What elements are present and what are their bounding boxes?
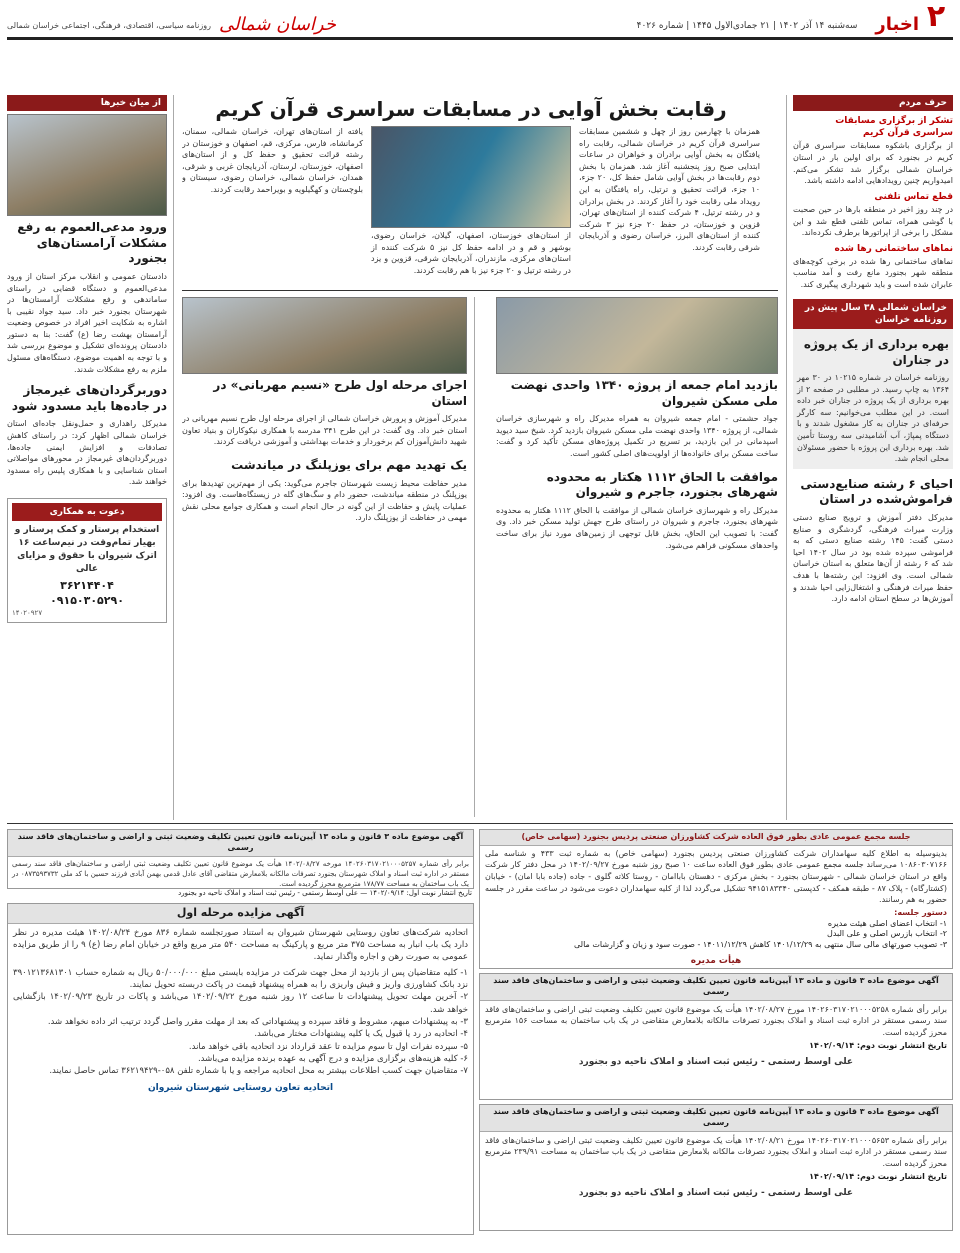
- archive-label: خراسان شمالی ۳۸ سال پیش در روزنامه خراسان: [793, 299, 953, 329]
- archive-box: [793, 329, 953, 469]
- notice-4: [479, 973, 953, 1100]
- notice-item: ۵- سپرده نفرات اول تا سوم مزایده تا عقد قرارداد نزد اتحادیه باقی خواهد ماند.: [188, 1041, 468, 1052]
- left-column: [7, 95, 167, 820]
- dateline: سه‌شنبه ۱۴ آذر ۱۴۰۲ | ۲۱ جمادی‌الاول ۱۴۴۵ | شماره ۴۰۲۶: [636, 20, 858, 31]
- notice-text: برابر رأی شماره ۱۴۰۲۶۰۳۱۷۰۲۱۰۰۰۵۶۵۳ مورخ ۱۴۰۲/۰۸/۲۱ هیأت یک موضوع قانون تعیین تکلیف وضعیت ثبتی اراضی و ساختمان‌های فاقد سند رسمی مستقر در اداره ثبت اسناد و املاک بجنورد تصرفات مالکانه بلامعارض متقاضی در یک باب ساختمان به مساحت ۲۳۹/۹۱ مترمربع محرز گردیده است.: [485, 1135, 948, 1168]
- notices-divider: [7, 823, 953, 824]
- right-column: [793, 95, 953, 820]
- hiring-ad: [7, 498, 167, 623]
- notice-title: جلسه مجمع عمومی عادی بطور فوق العاده شرکت کشاورزان صنعتی پردیس بجنورد (سهامی خاص): [480, 830, 952, 846]
- notice-title: آگهی موضوع ماده ۳ قانون و ماده ۱۳ آیین‌نامه قانون تعیین تکلیف وضعیت ثبتی و اراضی و ساختمان‌های فاقد سند رسمی: [480, 974, 952, 1001]
- story-a-column: [496, 297, 778, 817]
- notice-3: [7, 903, 474, 1235]
- archive-title: بهره برداری از یک پروژه در جناران: [803, 336, 949, 367]
- tagline: روزنامه سیاسی، اقتصادی، فرهنگی، اجتماعی خراسان شمالی: [7, 21, 211, 31]
- story-c-text: مدیرکل راه و شهرسازی خراسان شمالی از موافقت با الحاق ۱۱۱۲ هکتار به محدوده شهرهای بجنورد، جاجرم و شیروان در راستای طرح جهش تولید مسکن خبر داد. وی گفت: با تصویب این الحاق، بخش قابل توجهی از زمین‌های مورد نیاز برای ساخت واحدهای مسکونی فراهم می‌شود.: [496, 505, 778, 550]
- story-b-column: [182, 297, 467, 817]
- item-text: نماهای ساختمانی رها شده در برخی کوچه‌های منطقه شهر بجنورد مانع رفت و آمد مناسب عابران شده است و باید شهرداری پیگیری کند.: [793, 256, 953, 290]
- lead-caption: از استان‌های خوزستان، اصفهان، گیلان، خراسان رضوی، بوشهر و قم و در ادامه حفظ کل نیز ۵ شرکت کننده از استان‌های مرکزی، مازندران، آذربایجان شرقی، قزوین و یزد در رشته ترتیل و ۲۰ جزء نیز با هم رقابت کردند.: [371, 231, 571, 275]
- item-title: تشکر از برگزاری مسابقات سراسری قرآن کریم: [835, 116, 953, 139]
- ad-phone: ۰۹۱۵۰۳۰۵۲۹۰: [50, 594, 124, 608]
- ad-title: دعوت به همکاری: [12, 503, 162, 521]
- item-title: قطع تماس تلفنی: [874, 191, 953, 202]
- notice-text: برابر رأی شماره ۱۴۰۲۶۰۳۱۷۰۲۱۰۰۰۵۲۵۷ مورخه ۱۴۰۲/۰۸/۲۷ هیأت یک موضوع قانون تعیین تکلیف وضعیت ثبتی اراضی و ساختمان‌های فاقد سند رسمی مستقر در اداره ثبت اسناد و املاک شهرستان بجنورد تصرفات مالکانه بلامعارض متقاضی آقای عادل قدمی بهمن آبادی فرزند حسین با کد ملی ۰۸۷۳۵۹۳۷۳۲ در یک باب ساختمان به مساحت ۱۷۸/۷۷ مترمربع محرز گردیده است.: [12, 859, 469, 888]
- notice-2: [479, 829, 953, 969]
- column-divider: [786, 95, 787, 820]
- notice-item: ۶- کلیه هزینه‌های برگزاری مزایده و درج آگهی به عهده برنده مزایده می‌باشد.: [197, 1053, 468, 1064]
- notice-text: برابر رأی شماره ۱۴۰۲۶۰۳۱۷۰۲۱۰۰۰۵۲۵۸ مورخ ۱۴۰۲/۰۸/۲۷ هیأت یک موضوع قانون تعیین تکلیف وضعیت ثبتی اراضی و ساختمان‌های فاقد سند رسمی مستقر در اداره ثبت اسناد و املاک بجنورد تصرفات مالکانه بلامعارض متقاضی در یک باب ساختمان به مساحت ۱۵۶ مترمربع محرز گردیده است.: [485, 1004, 948, 1037]
- item-title: نما‌های ساختمانی رها شده: [834, 243, 953, 254]
- notice-item: ۳- به پیشنهادات مبهم، مشروط و فاقد سپرده و پیشنهاداتی که بعد از مهلت مقرر واصل گردد ترتیب اثر داده نخواهد شد.: [47, 1017, 468, 1028]
- story-title: ورود مدعی‌العموم به رفع مشکلات آرامستان‌های بجنورد: [17, 220, 167, 266]
- notice-date: تاریخ انتشار نوبت دوم: ۱۴۰۲/۰۹/۱۴: [809, 1172, 947, 1182]
- column-divider: [474, 297, 475, 817]
- notice-title: آگهی موضوع ماده ۳ قانون و ماده ۱۳ آیین‌نامه قانون تعیین تکلیف وضعیت ثبتی و اراضی و ساختمان‌های فاقد سند رسمی: [480, 1105, 952, 1132]
- lead-photo-block: [371, 126, 571, 276]
- notice-1: [7, 829, 474, 889]
- story-title: دوربرگردان‌های غیرمجاز در جاده‌ها باید مسدود شود: [11, 383, 167, 413]
- lead-text: [579, 126, 760, 276]
- notice-item: ۴- اتحادیه در رد یا قبول یک یا کلیه پیشنهادات مختار می‌باشد.: [254, 1029, 468, 1040]
- section-title: اخبار: [875, 13, 919, 35]
- notice-item: ۲- آخرین مهلت تحویل پیشنهادات تا ساعت ۱۲ روز شنبه مورخ ۱۴۰۲/۰۹/۲۲ می‌باشد و پاکات در تاریخ ۱۴۰۲/۰۹/۲۳ بازگشایی خواهد شد.: [13, 992, 469, 1015]
- notice-title: آگهی موضوع ماده ۳ قانون و ماده ۱۳ آیین‌نامه قانون تعیین تکلیف وضعیت ثبتی و اراضی و ساختمان‌های فاقد سند رسمی: [8, 830, 473, 857]
- story-b-photo: [182, 297, 467, 374]
- lead-story: [182, 93, 760, 288]
- notice-text: اتحادیه شرکت‌های تعاون روستایی شهرستان شیروان به استناد صورتجلسه شماره ۸۳۶ مورخ ۱۴۰۲/۰۸/۲۴ هیئت مدیره در نظر دارد یک باب انبار به مساحت ۳۷۵ متر مربع و پارکینگ به مساحت ۵۴۰ متر مربع واقع در خیابان امام رضا (ع) ۹ را از طریق مزایده عمومی به صورت رهن و اجاره واگذار نماید.: [13, 927, 468, 963]
- agenda-item: ۱- انتخاب اعضای اصلی هیئت مدیره: [827, 918, 947, 928]
- newspaper-logo: خراسان شمالی: [218, 13, 336, 35]
- notice-sign: هیأت مدیره: [690, 955, 742, 966]
- newspaper-page: [7, 0, 953, 1243]
- story-title: احیای ۶ رشته صنایع‌دستی فراموش‌شده در استان: [800, 476, 953, 507]
- item-text: در چند روز اخیر در منطقه بارها در حین صحبت با گوشی همراه، تماس تلفنی قطع شد و این مشکل را برخی از اپراتورها برطرف نکرده‌اند.: [793, 204, 953, 238]
- agenda-item: ۳- تصویب صورتهای مالی سال منتهی به ۱۴۰۱/۱۲/۲۹ کاهش ۱۴۰۱۱/۱۲/۲۹ - صورت سود و زیان و گزارشات مالی: [574, 940, 947, 950]
- agenda-title: دستور جلسه:: [894, 907, 947, 917]
- archive-text: روزنامه خراسان در شماره ۱۰۲۱۵ در ۳۰ مهر ۱۳۶۴ به چاپ رسید. در مطلبی در صفحه ۲ از بهره برداری از یک پروژه در جناران خبر داده است. در این مطلب می‌خوانیم: سه کارگر حرفه‌ای در جناران به کار مشغول شدند و با دستگاه پمپاژ، آب آشامیدنی سه روستا تأمین شد. بهره برداری این پروژه با حضور مسئولان محلی انجام شد.: [797, 373, 950, 464]
- ad-code: ۱۴۰۲۰۹۲۷: [12, 609, 43, 618]
- story-text: مدیرکل راهداری و حمل‌ونقل جاده‌ای استان خراسان شمالی اظهار کرد: در راستای کاهش تصادفات و افزایش ایمنی جاده‌ها، دوربرگردان‌های غیرمجاز در محورهای مواصلاتی استان شناسایی و با همکاری پلیس راه مسدود خواهند شد.: [7, 419, 167, 487]
- column-divider: [173, 95, 174, 820]
- notice-date: تاریخ انتشار نوبت دوم: ۱۴۰۲/۰۹/۱۴: [809, 1041, 947, 1051]
- notice-text: بدینوسیله به اطلاع کلیه سهامداران شرکت کشاورزان صنعتی پردیس بجنورد (سهامی خاص) به شماره ثبت ۴۳۳ و شناسه ملی ۱۰۸۶۰۳۰۷۱۶۶ می‌رساند جلسه مجمع عمومی عادی بطور فوق العاده ساعت ۱۰ صبح روز شنبه مورخ ۱۴۰۲/۰۹/۲۷ در محل دفتر کار شرکت واقع در استان خراسان شمالی - شهرستان بجنورد - بخش مرکزی - دهستان باباامان - روستا کلاته گلوی - جاده (جاده بابا امان) - خیابان (کشتارگاه) - پلاک ۸۷ - طبقه همکف - کدپستی ۹۴۱۵۱۸۳۳۴۰ تشکیل می‌گردد لذا از کلیه سهامداران دعوت می‌شود در ساعت مقرر در جلسه حضور به هم رسانند.: [485, 848, 948, 905]
- story-a-text: جواد حشمتی - امام جمعه شیروان به همراه مدیرکل راه و شهرسازی خراسان شمالی، از پروژه ۱۳۴۰ واحدی نهضت ملی مسکن شیروان بازدید کرد. شیخ سید دیوید اسپدمانی در این بازدید، بر تسریع در تکمیل پروژه‌های مسکن تأکید کرد و گفت: ساخت مسکن برای خانواده‌ها از اولویت‌های اصلی کشور است.: [496, 414, 778, 458]
- lead-body: [182, 126, 760, 276]
- notice-sign: علی اوسط رستمی - رئیس ثبت اسناد و املاک ناحیه دو بجنورد: [578, 1057, 854, 1068]
- story-b-text: مدیرکل آموزش و پرورش خراسان شمالی از اجرای مرحله اول طرح نسیم مهربانی در استان خبر داد. وی گفت: در این طرح ۳۴۱ مدرسه با همکاری نیکوکاران و بنیاد تعاون شهید دانش‌آموزان کم برخوردار و خدمات بهداشتی و آموزشی دریافت کردند.: [182, 414, 467, 447]
- story-a-photo: [496, 297, 778, 374]
- lead-photo: [371, 126, 571, 228]
- notice-1-footer: تاریخ انتشار نوبت اول: ۱۴۰۲/۰۹/۱۴ — علی اوسط رستمی - رئیس ثبت اسناد و املاک ناحیه دو بجنورد: [178, 889, 472, 897]
- story-text: مدیرکل دفتر آموزش و ترویج صنایع دستی وزارت میراث فرهنگی، گردشگری و صنایع دستی گفت: ۱۴۵ رشته صنایع دستی که به فراموشی سپرده شده بود در سال ۱۴۰۲ احیا شد که ۶ رشته از آن‌ها متعلق به استان خراسان شمالی است. وی افزود: این رشته‌ها با هدف حفظ میراث فرهنگی و اشتغال‌زایی احیا شدند و آموزش‌ها در سطح استان ادامه دارد.: [793, 513, 953, 604]
- story-a-title: بازدید امام جمعه از پروژه ۱۳۴۰ واحدی نهضت ملی مسکن شیروان: [510, 378, 778, 408]
- masthead: [7, 0, 953, 40]
- lead-text-a: همزمان با چهارمین روز از چهل و ششمین مسابقات سراسری قرآن کریم در خراسان شمالی، رقابت راه یافتگان به بخش آوایی برادران و خواهران در ساعات ابتدایی صبح روز پنجشنبه آغاز شد. همزمان با بخش دوم رقابت‌ها در بخش آوایی شامل حفظ کل، ۲۰ جزء، ۱۰ جزء، قرائت تحقیق و ترتیل، راه یافتگان به این رویداد ملی رقابت خود را آغاز کردند.: [579, 127, 760, 206]
- story-d-title: یک تهدید مهم برای یوزپلنگ در میاندشت: [231, 457, 467, 472]
- notice-title: آگهی مزایده مرحله اول: [8, 904, 473, 924]
- story-b-title: اجرای مرحله اول طرح «نسیم مهربانی» در استان: [213, 378, 467, 408]
- item-text: از برگزاری باشکوه مسابقات سراسری قرآن کریم در بجنورد که برای اولین بار در استان خراسان شمالی برگزار شد تشکر می‌کنم. امیدواریم چنین رویدادهایی ادامه داشته باشد.: [793, 141, 953, 186]
- agenda-item: ۲- انتخاب بازرس اصلی و علی البدل: [827, 929, 947, 939]
- page-number: ۲: [926, 0, 946, 34]
- lead-text-b: در بخش برادران و در رشته ترتیل، ۴ شرکت کننده از استان‌های تهران، قزوین و خوزستان، در حفظ ۲۰ جزء نیز ۳ شرکت کننده از استان‌های البرز، خراسان رضوی و آذربایجان شرقی رقابت کردند.: [579, 196, 760, 252]
- column-header: حرف مردم: [793, 95, 953, 111]
- divider: [182, 290, 778, 291]
- meeting-photo: [7, 114, 167, 216]
- notice-sign: اتحادیه تعاون روستایی شهرستان شیروان: [147, 1082, 334, 1093]
- story-c-title: موافقت با الحاق ۱۱۱۲ هکتار به محدوده شهرهای بجنورد، جاجرم و شیروان: [546, 469, 778, 500]
- notice-5: [479, 1104, 953, 1231]
- lead-headline: رقابت بخش آوایی در مسابقات سراسری قرآن کریم: [215, 97, 727, 121]
- ad-phone: ۳۶۲۱۴۴۰۴: [60, 579, 114, 593]
- notice-date: تاریخ انتشار نوبت اول: ۱۴۰۲/۰۹/۱۴: [369, 889, 472, 897]
- lead-text-c: یافته از استان‌های تهران، خراسان شمالی، سمنان، کرمانشاه، فارس، مرکزی، قم، اصفهان و خوزستان در رشته قرائت تحقیق و حفظ کل و از استان‌های اصفهان، خوزستان، لرستان، آذربایجان غربی و شرقی، همدان، خراسان شمالی، خراسان رضوی، سیستان و بلوچستان و کهگیلویه و بویراحمد رقابت کردند.: [182, 127, 363, 194]
- story-d-text: مدیر حفاظت محیط زیست شهرستان جاجرم می‌گوید: یکی از مهم‌ترین تهدیدها برای یوزپلنگ در منطقه میاندشت، حضور دام و سگ‌های گله در زیستگاه‌هاست. وی افزود: عملیات پایش و حفاظت از این گونه در حال انجام است و همکاری جوامع محلی نقش مهمی در حفاظت از یوزپلنگ دارد.: [182, 478, 467, 523]
- notice-sign: علی اوسط رستمی - رئیس ثبت اسناد و املاک ناحیه دو بجنورد: [578, 1188, 854, 1199]
- story-text: دادستان عمومی و انقلاب مرکز استان از ورود مدعی‌العموم و دستگاه قضایی در راستای ساماندهی و رفع مشکلات آرامستان‌ها در شهرستان بجنورد خبر داد. سید جواد نقیبی با اشاره به شکایت اخیر افراد در خصوص وضعیت آرامستان بهشت رضا (ع) گفت: بنا به دستور دادستان پرونده‌ای تشکیل و موضوع بررسی شد و با توجه به اهمیت موضوع، دستگاه‌های مسئول ملزم به رفع مشکلات شدند.: [7, 271, 167, 374]
- notice-item: ۱- کلیه متقاضیان پس از بازدید از محل جهت شرکت در مزایده بایستی مبلغ ۵۰/۰۰۰/۰۰۰ ریال به شماره حساب ۳۹۰۱۲۱۳۶۸۱۳۰۱ نزد بانک کشاورزی واریز و فیش واریزی را به همراه پیشنهاد قیمت در پاکت دربسته تحویل نمایند.: [13, 967, 468, 991]
- notice-sign: علی اوسط رستمی - رئیس ثبت اسناد و املاک ناحیه دو بجنورد: [178, 889, 358, 897]
- notice-item: ۷- متقاضیان جهت کسب اطلاعات بیشتر به محل اتحادیه مراجعه و یا با شماره تلفن ۰۵۸-۳۶۲۱۹۴۲۹ تماس حاصل نمایند.: [49, 1066, 468, 1077]
- ad-text: استخدام پرستار و کمک پرستار و بهیار تمام‌وقت در نیم‌ساعت ۱۶ اترک شیروان با حقوق و مزایای عالی: [14, 525, 160, 575]
- column-header: از میان خبرها: [7, 95, 167, 111]
